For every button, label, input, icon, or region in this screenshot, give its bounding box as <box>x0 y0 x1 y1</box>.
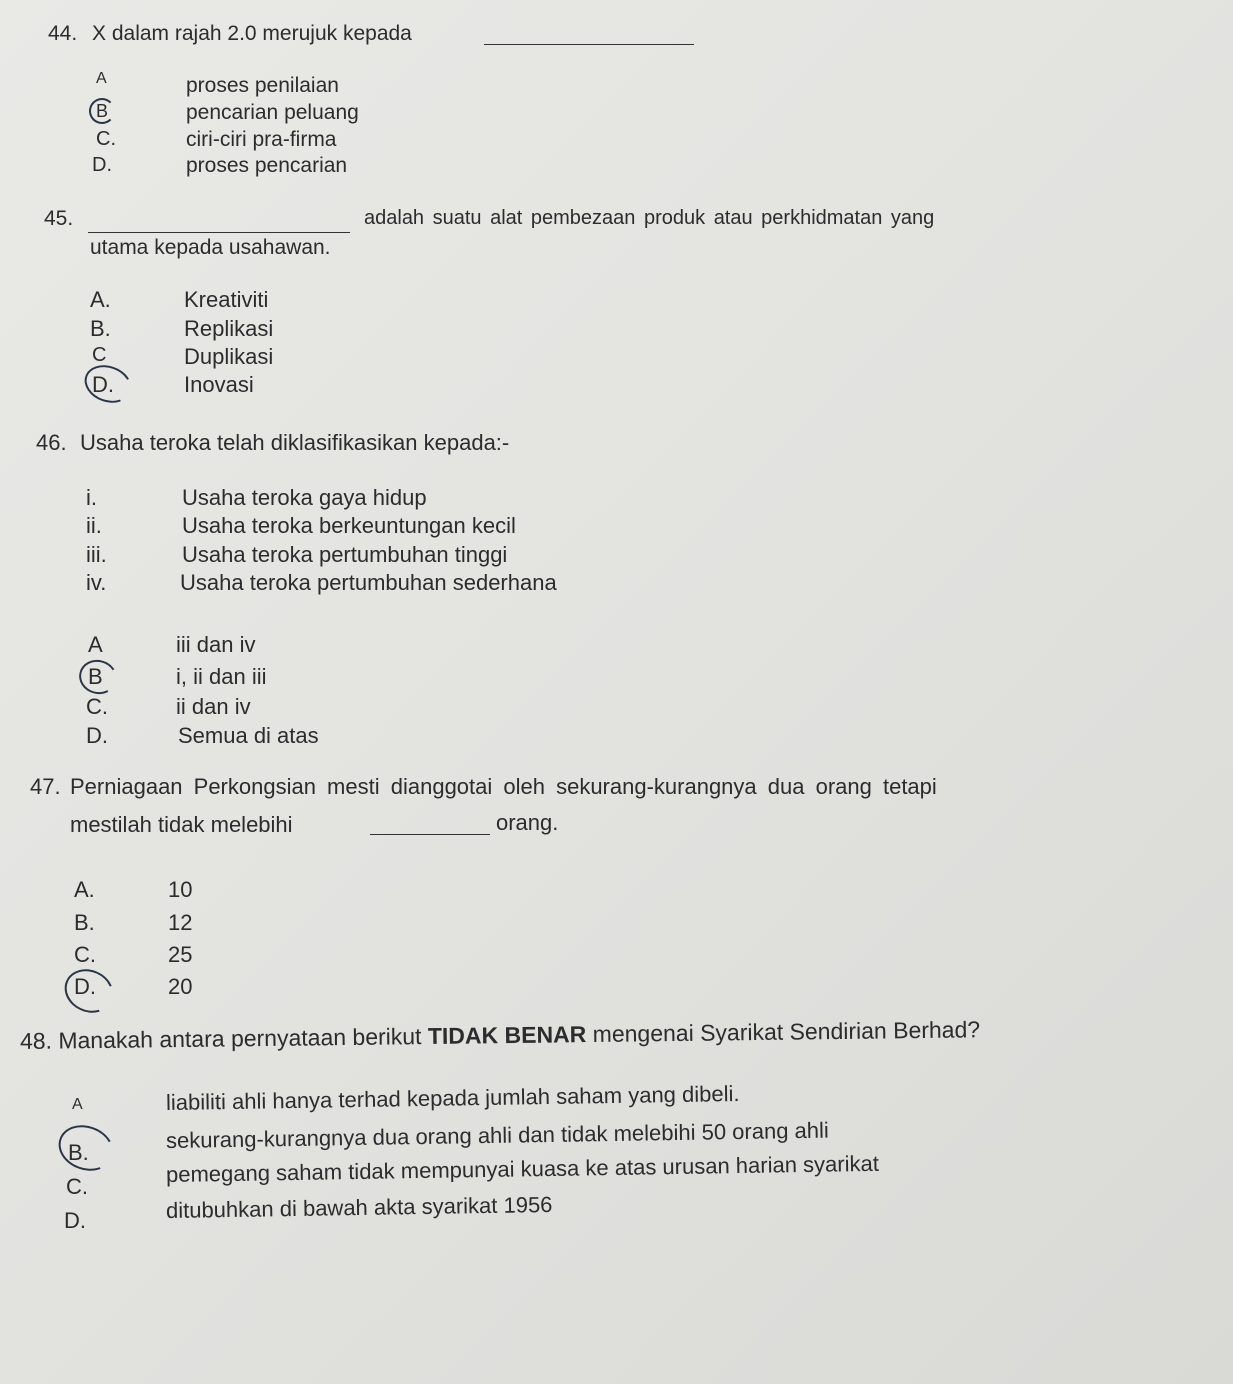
answer-circle <box>52 1118 120 1178</box>
question-stem: Usaha teroka telah diklasifikasikan kepada:- <box>80 430 510 455</box>
option-text: iii dan iv <box>176 632 256 657</box>
item-roman: iii. <box>86 542 107 567</box>
question-stem: adalah suatu alat pembezaan produk atau perkhidmatan yang <box>364 207 935 229</box>
option-letter: C. <box>74 942 96 967</box>
option-letter: B <box>88 664 103 689</box>
question-stem-continued: mengenai Syarikat Sendirian Berhad? <box>592 1016 981 1048</box>
question-number: 48. <box>19 1027 53 1054</box>
option-letter: C. <box>86 694 108 719</box>
item-roman: ii. <box>86 513 102 538</box>
option-letter: C. <box>66 1174 88 1199</box>
answer-blank <box>88 232 350 233</box>
option-text: 20 <box>168 974 193 999</box>
option-letter: B <box>96 101 109 121</box>
question-number: 46. <box>36 430 67 455</box>
option-letter: A <box>96 70 107 87</box>
question-number: 45. <box>44 207 74 230</box>
option-letter: C <box>92 344 107 366</box>
option-text: sekurang-kurangnya dua orang ahli dan tidak melebihi 50 orang ahli <box>165 1117 829 1153</box>
question-stem-continued: utama kepada usahawan. <box>90 236 331 259</box>
question-number: 47. <box>30 774 61 799</box>
question-stem: Manakah antara pernyataan berikut <box>58 1023 422 1054</box>
option-letter: B. <box>74 910 95 935</box>
question-stem-line <box>20 1016 980 1055</box>
option-letter: B. <box>68 1140 89 1165</box>
option-text: Replikasi <box>184 316 274 341</box>
option-text: 25 <box>168 942 193 967</box>
option-text: Kreativiti <box>184 287 269 312</box>
option-text: 12 <box>168 910 193 935</box>
option-text: liabiliti ahli hanya terhad kepada jumlah saham yang dibeli. <box>165 1080 740 1115</box>
option-letter: D. <box>86 723 108 748</box>
question-number: 44. <box>48 22 78 45</box>
option-letter: A <box>72 1096 83 1113</box>
option-text: ii dan iv <box>176 694 251 719</box>
option-letter: D. <box>74 974 96 999</box>
option-letter: C. <box>96 128 116 150</box>
option-letter: D. <box>92 372 114 397</box>
answer-blank <box>370 834 490 835</box>
item-roman: iv. <box>86 570 107 595</box>
option-letter: D. <box>92 154 112 176</box>
option-text: ciri-ciri pra-firma <box>186 128 337 151</box>
option-text: Inovasi <box>184 372 254 397</box>
item-text: Usaha teroka berkeuntungan kecil <box>182 513 516 538</box>
answer-circle <box>89 98 115 124</box>
option-letter: A. <box>90 287 111 312</box>
option-letter: D. <box>64 1208 86 1233</box>
option-text: 10 <box>168 877 193 902</box>
option-text: Duplikasi <box>184 344 274 369</box>
answer-blank <box>484 44 694 45</box>
question-stem-emphasis: TIDAK BENAR <box>427 1021 587 1050</box>
answer-circle <box>75 656 121 699</box>
item-text: Usaha teroka pertumbuhan tinggi <box>182 542 508 567</box>
answer-circle <box>57 961 120 1020</box>
option-text: ditubuhkan di bawah akta syarikat 1956 <box>165 1191 553 1223</box>
question-stem-continued: orang. <box>496 810 559 835</box>
option-text: i, ii dan iii <box>176 664 267 689</box>
answer-circle <box>79 359 136 409</box>
question-stem-continued: mestilah tidak melebihi <box>70 812 293 837</box>
item-roman: i. <box>86 485 97 510</box>
option-letter: A. <box>74 877 95 902</box>
item-text: Usaha teroka gaya hidup <box>182 485 427 510</box>
option-letter: A <box>88 632 103 657</box>
option-text: proses penilaian <box>186 74 339 97</box>
option-text: pencarian peluang <box>186 101 359 124</box>
option-text: Semua di atas <box>178 723 319 748</box>
question-stem: X dalam rajah 2.0 merujuk kepada <box>92 22 412 45</box>
option-letter: B. <box>90 316 111 341</box>
option-text: pemegang saham tidak mempunyai kuasa ke atas urusan harian syarikat <box>165 1150 880 1187</box>
question-stem: Perniagaan Perkongsian mesti dianggotai oleh sekurang-kurangnya dua orang tetapi <box>70 774 937 799</box>
option-text: proses pencarian <box>186 154 348 177</box>
item-text: Usaha teroka pertumbuhan sederhana <box>180 570 557 595</box>
